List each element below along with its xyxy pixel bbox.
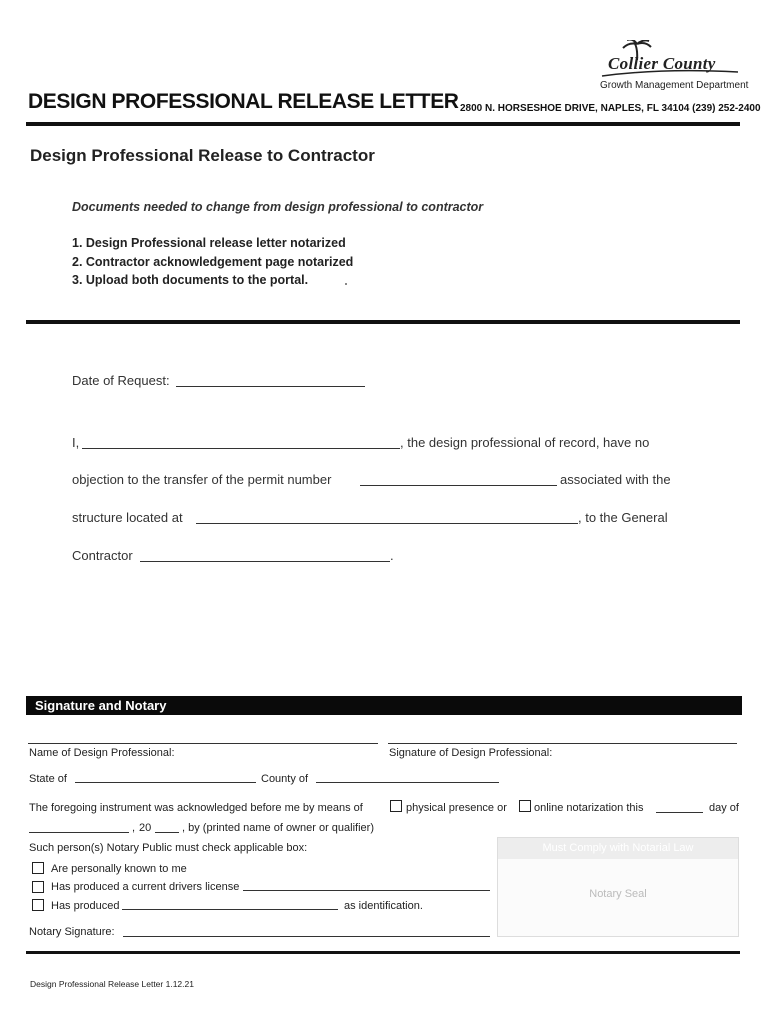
printed-name-text: , by (printed name of owner or qualifier): [182, 822, 374, 834]
footer-rule: [26, 951, 740, 954]
as-identification-text: as identification.: [344, 900, 423, 912]
date-of-request-field[interactable]: [176, 386, 365, 387]
drivers-license-field[interactable]: [243, 890, 490, 891]
logo-name: Collier County: [608, 54, 716, 73]
contractor-text: Contractor: [72, 548, 133, 563]
year-prefix: 20: [139, 822, 152, 834]
permit-number-field[interactable]: [360, 485, 557, 486]
drivers-license-label: Has produced a current drivers license: [51, 881, 240, 893]
notary-signature-field[interactable]: [123, 936, 490, 937]
online-notarization-label: online notarization this: [534, 802, 644, 814]
structure-address-field[interactable]: [196, 523, 578, 524]
day-field[interactable]: [656, 812, 703, 813]
personally-known-checkbox[interactable]: [32, 862, 44, 874]
record-text: , the design professional of record, have no: [400, 435, 650, 450]
signature-of-design-professional-label: Signature of Design Professional:: [389, 747, 553, 759]
physical-presence-label: physical presence or: [406, 802, 507, 814]
stray-mark: [345, 283, 347, 285]
signature-notary-header: [26, 696, 742, 715]
notary-signature-label: Notary Signature:: [29, 926, 115, 938]
signature-of-design-professional-field[interactable]: [388, 743, 737, 744]
notary-seal-box: [497, 837, 739, 937]
month-field[interactable]: [29, 832, 129, 833]
has-produced-checkbox[interactable]: [32, 899, 44, 911]
signature-notary-title: Signature and Notary: [35, 698, 167, 713]
collier-county-logo: [598, 40, 749, 95]
general-text: , to the General: [578, 510, 668, 525]
physical-presence-checkbox[interactable]: [390, 800, 402, 812]
contractor-name-field[interactable]: [140, 561, 390, 562]
state-label: State of: [29, 773, 67, 785]
documents-needed-heading: Documents needed to change from design professional to contractor: [72, 200, 484, 214]
year-field[interactable]: [155, 832, 179, 833]
intro-rule: [26, 320, 740, 324]
year-comma: ,: [132, 822, 136, 834]
has-produced-label: Has produced: [51, 900, 120, 912]
foregoing-text: The foregoing instrument was acknowledged before me by means of: [29, 802, 363, 814]
step-item: 2. Contractor acknowledgement page notarized: [72, 255, 354, 269]
footer-version: Design Professional Release Letter 1.12.21: [30, 979, 194, 989]
state-field[interactable]: [75, 782, 256, 783]
county-label: County of: [261, 773, 309, 785]
document-title: DESIGN PROFESSIONAL RELEASE LETTER: [28, 90, 459, 113]
identification-field[interactable]: [122, 909, 338, 910]
seal-header: Must Comply with Notarial Law: [498, 838, 738, 859]
online-notarization-checkbox[interactable]: [519, 800, 531, 812]
department-address: 2800 N. HORSESHOE DRIVE, NAPLES, FL 34104 (239) 252-2400: [460, 103, 761, 114]
date-of-request-label: Date of Request:: [72, 373, 170, 388]
county-field[interactable]: [316, 782, 499, 783]
name-of-design-professional-label: Name of Design Professional:: [29, 747, 175, 759]
step-item: 1. Design Professional release letter notarized: [72, 236, 346, 250]
notary-seal-label: Notary Seal: [589, 888, 647, 900]
associated-text: associated with the: [560, 472, 671, 487]
logo-subtitle: Growth Management Department: [600, 80, 749, 91]
objection-text: objection to the transfer of the permit number: [72, 472, 332, 487]
design-professional-name-field[interactable]: [82, 448, 400, 449]
section-title: Design Professional Release to Contractor: [30, 146, 375, 165]
name-of-design-professional-field[interactable]: [28, 743, 378, 744]
notary-check-instruction: Such person(s) Notary Public must check applicable box:: [29, 842, 308, 854]
step-item: 3. Upload both documents to the portal.: [72, 273, 309, 287]
period: .: [390, 548, 394, 563]
structure-text: structure located at: [72, 510, 183, 525]
personally-known-label: Are personally known to me: [51, 863, 187, 875]
day-of-text: day of: [709, 802, 739, 814]
header-rule: [26, 122, 740, 126]
i-label: I,: [72, 435, 80, 450]
drivers-license-checkbox[interactable]: [32, 881, 44, 893]
